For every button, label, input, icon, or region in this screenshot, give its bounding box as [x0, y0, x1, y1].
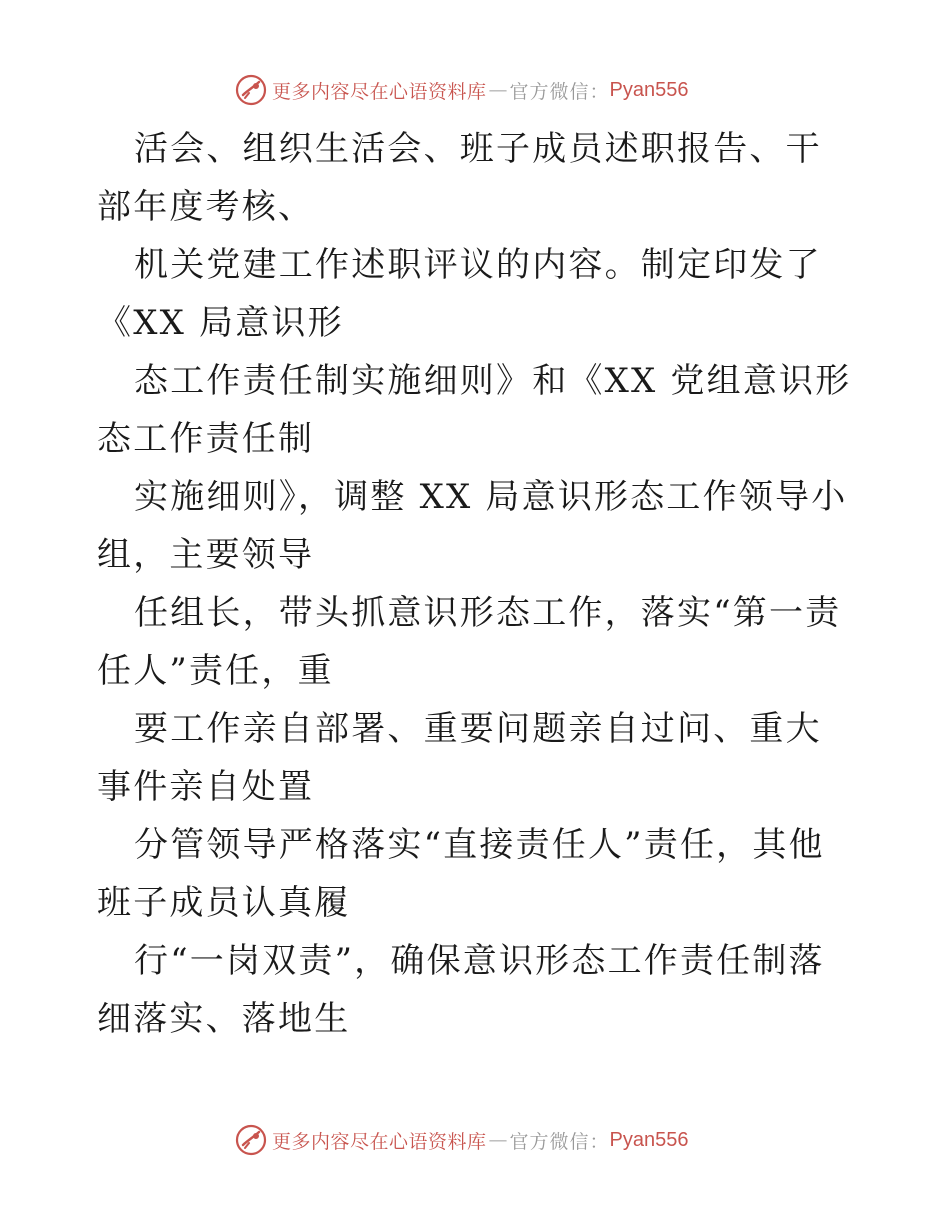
banner-separator: —: [488, 1129, 508, 1151]
paragraph: 要工作亲自部署、重要问题亲自过问、重大事件亲自处置: [97, 709, 822, 807]
paragraph: 任组长，带头抓意识形态工作，落实“第一责任人”责任，重: [97, 593, 842, 691]
banner-official-label: 官方微信：: [509, 80, 610, 103]
header-banner: [234, 72, 689, 108]
book-quill-logo-icon: [234, 1123, 268, 1157]
banner-text: 更多内容尽在心语资料库: [272, 1130, 487, 1153]
paragraph: 活会、组织生活会、班子成员述职报告、干部年度考核、: [97, 129, 822, 227]
banner-separator: —: [488, 79, 508, 101]
paragraph: 行“一岗双责”，确保意识形态工作责任制落细落实、落地生: [97, 941, 825, 1039]
banner-official-label: 官方微信：: [509, 1130, 610, 1153]
footer-banner: [234, 1122, 689, 1158]
banner-text: 更多内容尽在心语资料库: [272, 80, 487, 103]
paragraph: 实施细则》，调整 XX 局意识形态工作领导小组，主要领导: [97, 477, 848, 575]
book-quill-logo-icon: [234, 73, 268, 107]
paragraph: 分管领导严格落实“直接责任人”责任，其他班子成员认真履: [97, 825, 825, 923]
paragraph: 态工作责任制实施细则》和《XX 党组意识形态工作责任制: [97, 361, 852, 459]
banner-wechat-id: Pyan556: [609, 78, 689, 101]
paragraph: 机关党建工作述职评议的内容。制定印发了《XX 局意识形: [97, 245, 822, 343]
banner-wechat-id: Pyan556: [609, 1128, 689, 1151]
body-text: [97, 120, 857, 1048]
